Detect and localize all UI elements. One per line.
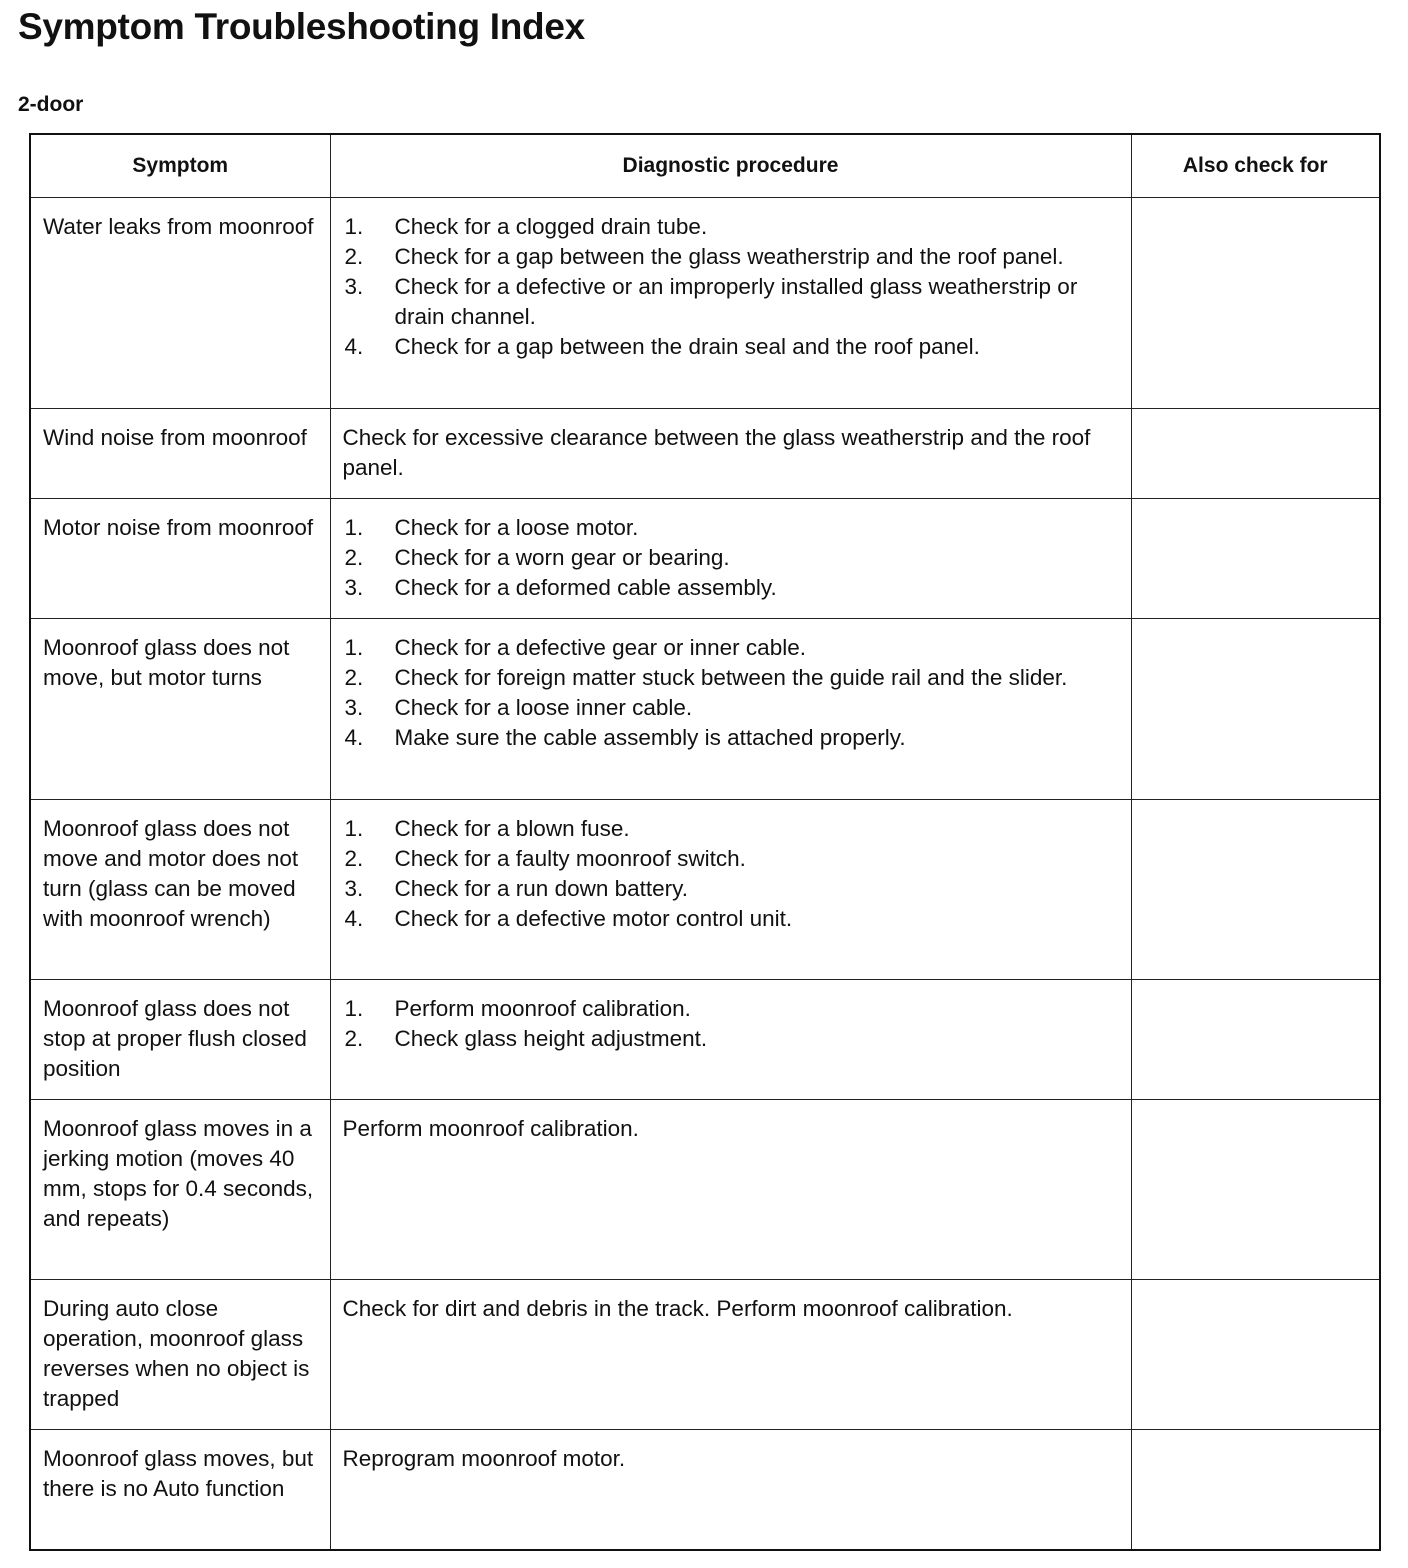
step-number: 2.	[344, 1026, 364, 1051]
procedure-step	[343, 904, 1121, 934]
symptom-cell: During auto close operation, moonroof glass reverses when no object is trapped	[30, 1280, 330, 1430]
step-text: Check for a defective or an improperly installed glass weatherstrip or drain channel.	[394, 274, 1078, 329]
also-check-cell	[1131, 980, 1380, 1100]
procedure-text: Reprogram moonroof motor.	[342, 1446, 626, 1471]
procedure-step	[343, 212, 1121, 242]
procedure-steps	[343, 633, 1121, 753]
procedure-step	[343, 874, 1121, 904]
procedure-step	[343, 332, 1121, 362]
table-row	[30, 499, 1380, 619]
procedure-step	[343, 513, 1121, 543]
table-row	[30, 1100, 1380, 1280]
step-number: 2.	[344, 665, 364, 690]
step-number: 4.	[344, 334, 364, 359]
page-title: Symptom Troubleshooting Index	[18, 6, 585, 47]
step-text: Check for a defective motor control unit.	[394, 906, 793, 931]
symptom-cell: Motor noise from moonroof	[30, 499, 330, 619]
procedure-steps	[343, 212, 1121, 362]
step-number: 1.	[344, 515, 364, 540]
section-label: 2-door	[18, 93, 84, 116]
procedure-step	[343, 633, 1121, 663]
troubleshooting-table	[29, 133, 1381, 1551]
procedure-text: Check for dirt and debris in the track. Perform moonroof calibration.	[342, 1296, 1013, 1321]
also-check-cell	[1131, 1430, 1380, 1550]
procedure-step	[343, 1024, 1121, 1054]
step-number: 1.	[344, 635, 364, 660]
also-check-cell	[1131, 409, 1380, 499]
step-text: Check for a blown fuse.	[394, 816, 630, 841]
step-text: Check for a clogged drain tube.	[394, 214, 708, 239]
table-row	[30, 619, 1380, 800]
step-number: 4.	[344, 725, 364, 750]
step-text: Make sure the cable assembly is attached properly.	[394, 725, 906, 750]
table-row	[30, 800, 1380, 980]
column-header-procedure: Diagnostic procedure	[330, 134, 1131, 198]
also-check-cell	[1131, 1280, 1380, 1430]
procedure-steps	[343, 994, 1121, 1054]
procedure-text: Check for excessive clearance between the glass weatherstrip and the roof panel.	[342, 425, 1091, 480]
procedure-cell	[330, 198, 1131, 409]
procedure-step	[343, 543, 1121, 573]
step-number: 3.	[344, 575, 364, 600]
step-text: Perform moonroof calibration.	[394, 996, 691, 1021]
procedure-cell	[330, 499, 1131, 619]
step-text: Check for foreign matter stuck between the guide rail and the slider.	[394, 665, 1068, 690]
step-number: 1.	[344, 816, 364, 841]
procedure-step	[343, 994, 1121, 1024]
symptom-cell: Water leaks from moonroof	[30, 198, 330, 409]
step-text: Check glass height adjustment.	[394, 1026, 708, 1051]
procedure-step	[343, 573, 1121, 603]
procedure-step	[343, 242, 1121, 272]
procedure-text: Perform moonroof calibration.	[342, 1116, 639, 1141]
symptom-cell: Moonroof glass does not stop at proper flush closed position	[30, 980, 330, 1100]
table-body	[30, 198, 1380, 1550]
procedure-cell	[330, 1280, 1131, 1430]
also-check-cell	[1131, 198, 1380, 409]
step-text: Check for a worn gear or bearing.	[394, 545, 730, 570]
procedure-cell	[330, 619, 1131, 800]
step-text: Check for a deformed cable assembly.	[394, 575, 777, 600]
step-number: 3.	[344, 695, 364, 720]
procedure-step	[343, 814, 1121, 844]
step-text: Check for a gap between the glass weatherstrip and the roof panel.	[394, 244, 1064, 269]
symptom-cell: Wind noise from moonroof	[30, 409, 330, 499]
step-number: 1.	[344, 996, 364, 1021]
step-number: 4.	[344, 906, 364, 931]
step-number: 2.	[344, 545, 364, 570]
table-row	[30, 1280, 1380, 1430]
also-check-cell	[1131, 800, 1380, 980]
procedure-cell	[330, 409, 1131, 499]
symptom-cell: Moonroof glass moves, but there is no Auto function	[30, 1430, 330, 1550]
column-header-symptom: Symptom	[30, 134, 330, 198]
procedure-step	[343, 844, 1121, 874]
step-number: 3.	[344, 274, 364, 299]
step-text: Check for a loose motor.	[394, 515, 639, 540]
table-row	[30, 409, 1380, 499]
procedure-cell	[330, 1430, 1131, 1550]
symptom-cell: Moonroof glass does not move and motor does not turn (glass can be moved with moonroof wrench)	[30, 800, 330, 980]
symptom-cell: Moonroof glass does not move, but motor turns	[30, 619, 330, 800]
procedure-cell	[330, 980, 1131, 1100]
also-check-cell	[1131, 499, 1380, 619]
also-check-cell	[1131, 1100, 1380, 1280]
table-row	[30, 1430, 1380, 1550]
table-header-row	[30, 134, 1380, 198]
column-header-also-check: Also check for	[1131, 134, 1380, 198]
procedure-steps	[343, 513, 1121, 603]
step-text: Check for a defective gear or inner cable.	[394, 635, 806, 660]
step-text: Check for a run down battery.	[394, 876, 688, 901]
procedure-cell	[330, 800, 1131, 980]
step-text: Check for a loose inner cable.	[394, 695, 693, 720]
procedure-steps	[343, 814, 1121, 934]
step-number: 3.	[344, 876, 364, 901]
also-check-cell	[1131, 619, 1380, 800]
table-row	[30, 198, 1380, 409]
step-number: 2.	[344, 244, 364, 269]
procedure-cell	[330, 1100, 1131, 1280]
step-text: Check for a gap between the drain seal and the roof panel.	[394, 334, 980, 359]
step-text: Check for a faulty moonroof switch.	[394, 846, 746, 871]
procedure-step	[343, 723, 1121, 753]
step-number: 2.	[344, 846, 364, 871]
symptom-cell: Moonroof glass moves in a jerking motion (moves 40 mm, stops for 0.4 seconds, and repeats)	[30, 1100, 330, 1280]
procedure-step	[343, 272, 1121, 332]
procedure-step	[343, 693, 1121, 723]
procedure-step	[343, 663, 1121, 693]
step-number: 1.	[344, 214, 364, 239]
table-row	[30, 980, 1380, 1100]
